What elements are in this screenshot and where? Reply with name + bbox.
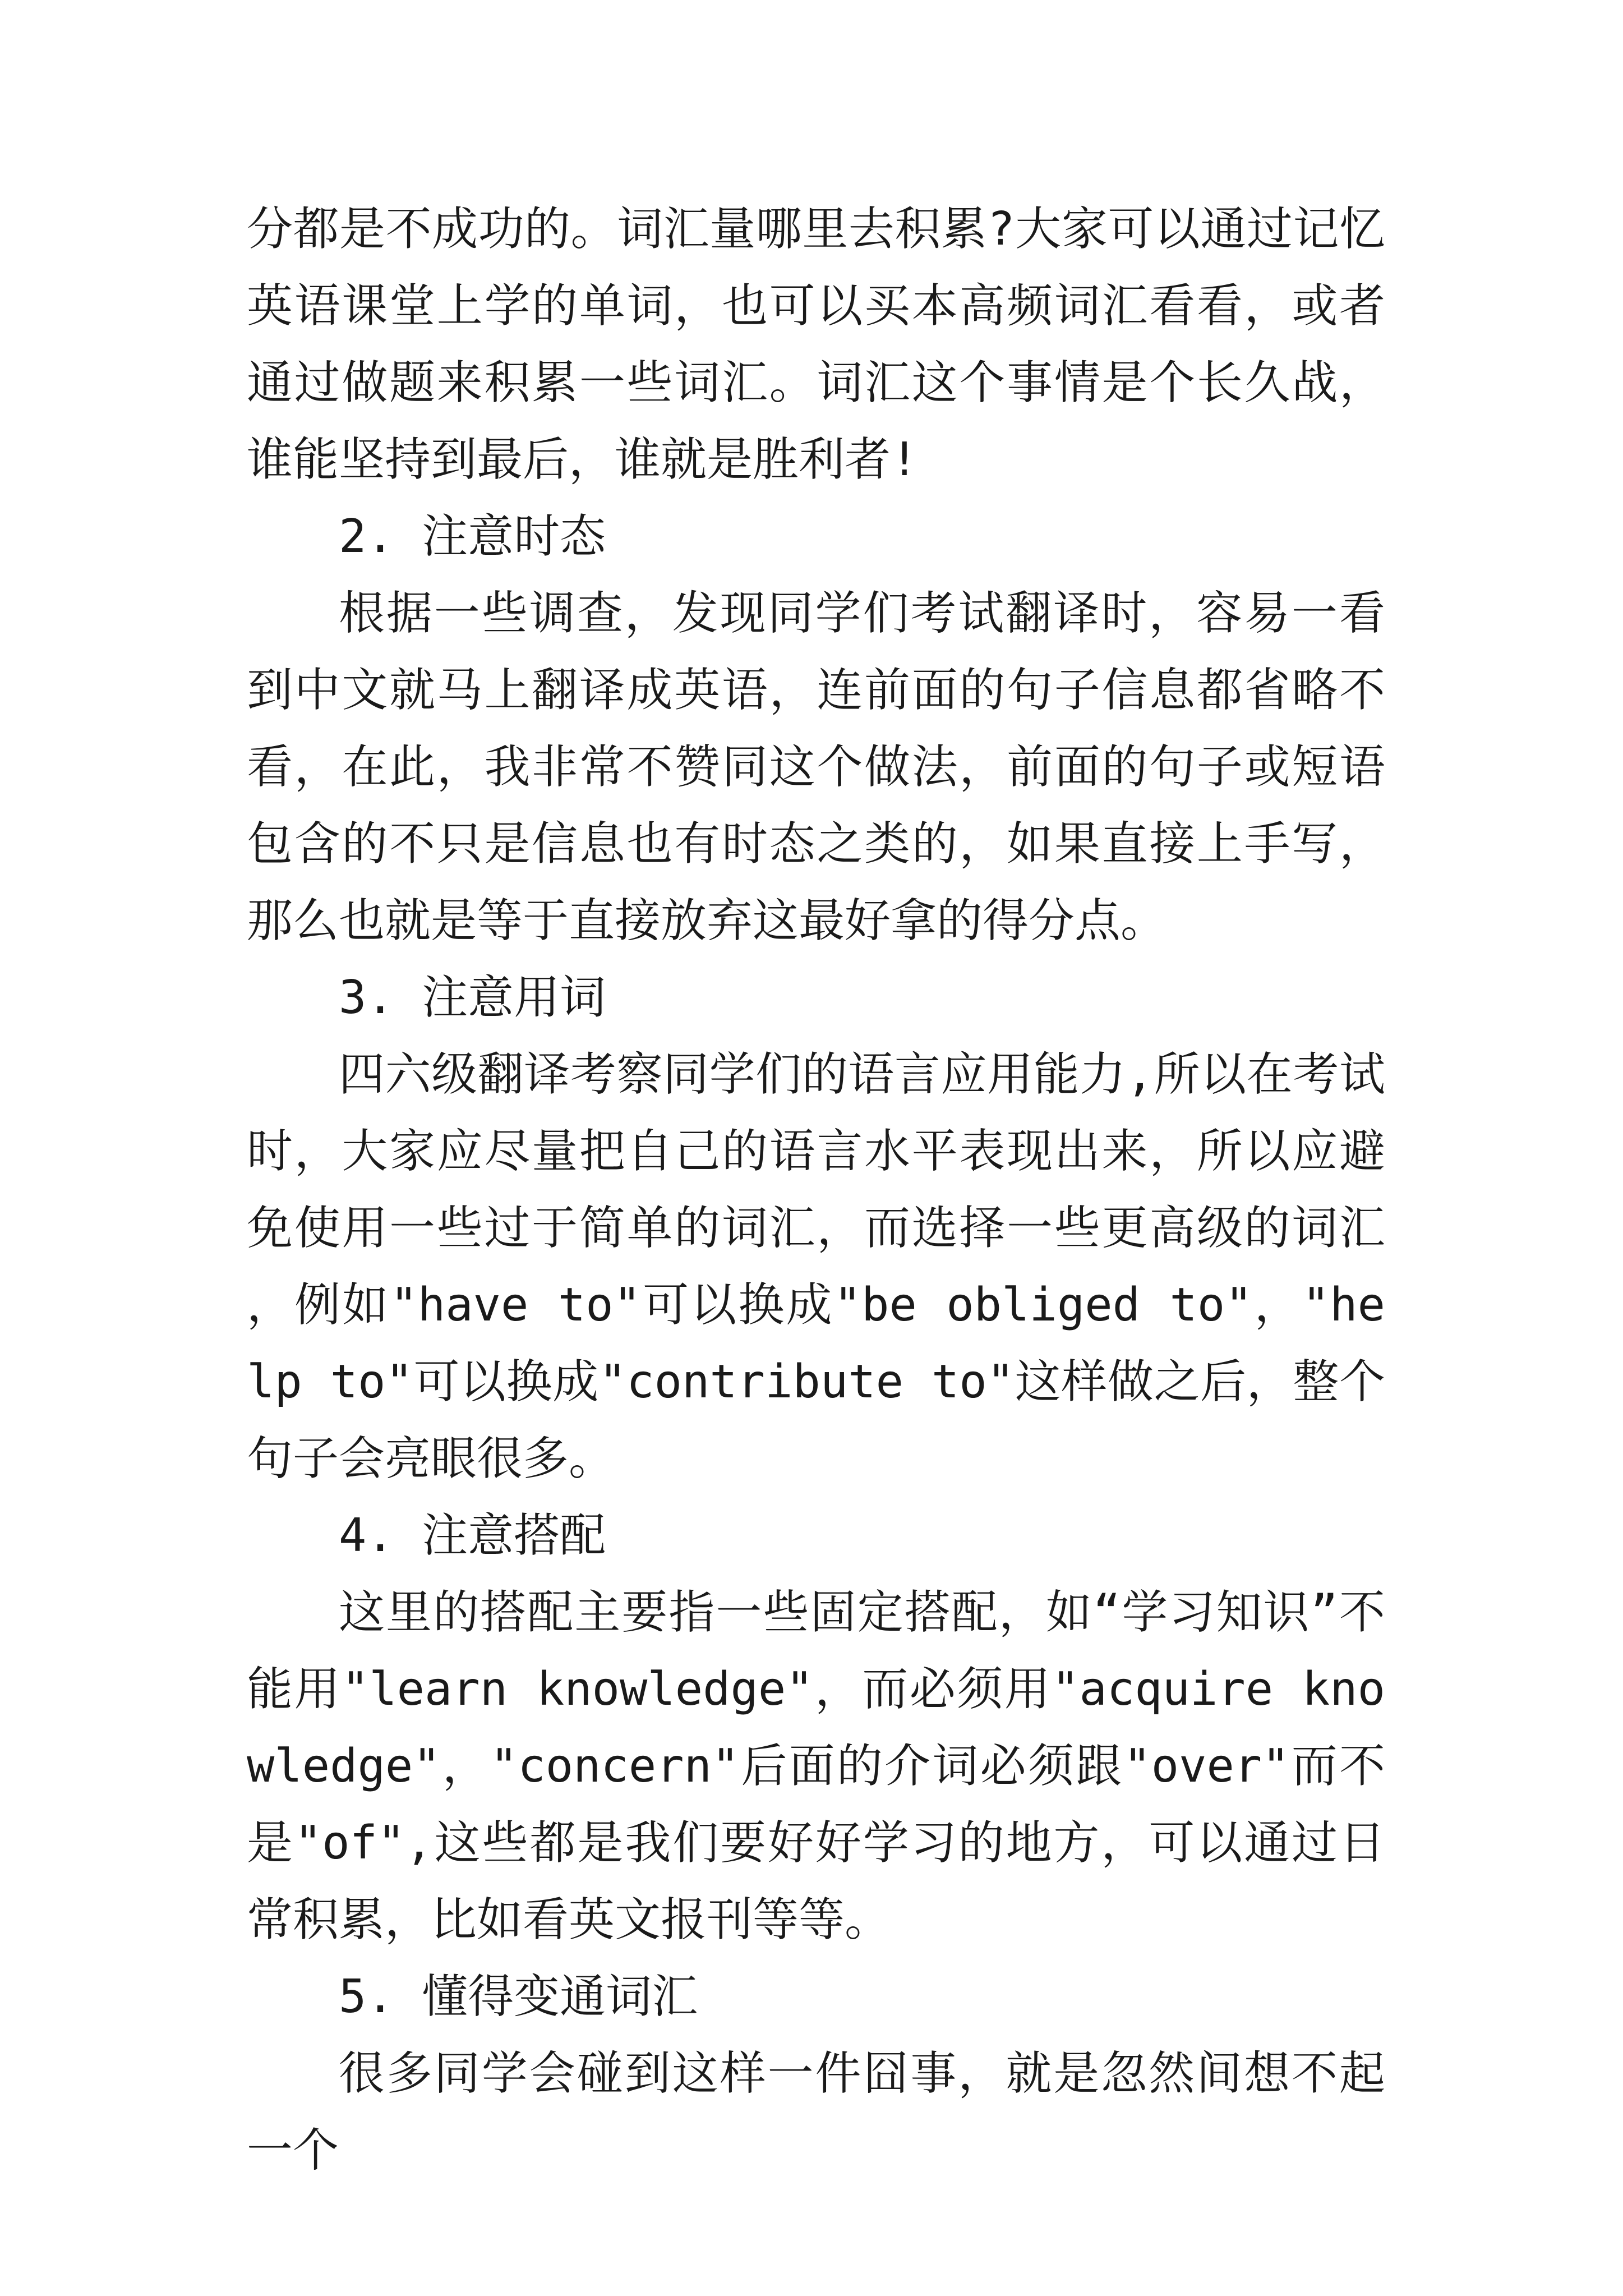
paragraph-word-choice: 四六级翻译考察同学们的语言应用能力,所以在考试时，大家应尽量把自己的语言水平表现出来，所以应避免使用一些过于简单的词汇，而选择一些更高级的词汇，例如"have to"可以换成"be obliged to"，"help to"可以换成"contribute to"这样做之后，整个句子会亮眼很多。 — [247, 1048, 1385, 1485]
section-heading-flexible-vocabulary: 5. 懂得变通词汇 — [339, 1970, 698, 2023]
paragraph-vocabulary-accumulation: 分都是不成功的。词汇量哪里去积累?大家可以通过记忆英语课堂上学的单词，也可以买本高频词汇看看，或者通过做题来积累一些词汇。词汇这个事情是个长久战，谁能坚持到最后，谁就是胜利者! — [247, 203, 1385, 486]
document-body — [247, 191, 1385, 2189]
paragraph-tense: 根据一些调查，发现同学们考试翻译时，容易一看到中文就马上翻译成英语，连前面的句子信息都省略不看，在此，我非常不赞同这个做法，前面的句子或短语包含的不只是信息也有时态之类的，如果直接上手写，那么也就是等于直接放弃这最好拿的得分点。 — [247, 587, 1385, 947]
paragraph-flexible-vocabulary: 很多同学会碰到这样一件囧事，就是忽然间想不起一个 — [247, 2047, 1385, 2177]
paragraph-collocation: 这里的搭配主要指一些固定搭配，如“学习知识”不能用"learn knowledge"，而必须用"acquire knowledge"，"concern"后面的介词必须跟"over"而不是"of",这些都是我们要好好学习的地方，可以通过日常积累，比如看英文报刊等等。 — [247, 1586, 1385, 1947]
section-heading-collocation: 4. 注意搭配 — [339, 1509, 606, 1562]
section-heading-word-choice: 3. 注意用词 — [339, 971, 606, 1024]
section-heading-tense: 2. 注意时态 — [339, 510, 606, 563]
